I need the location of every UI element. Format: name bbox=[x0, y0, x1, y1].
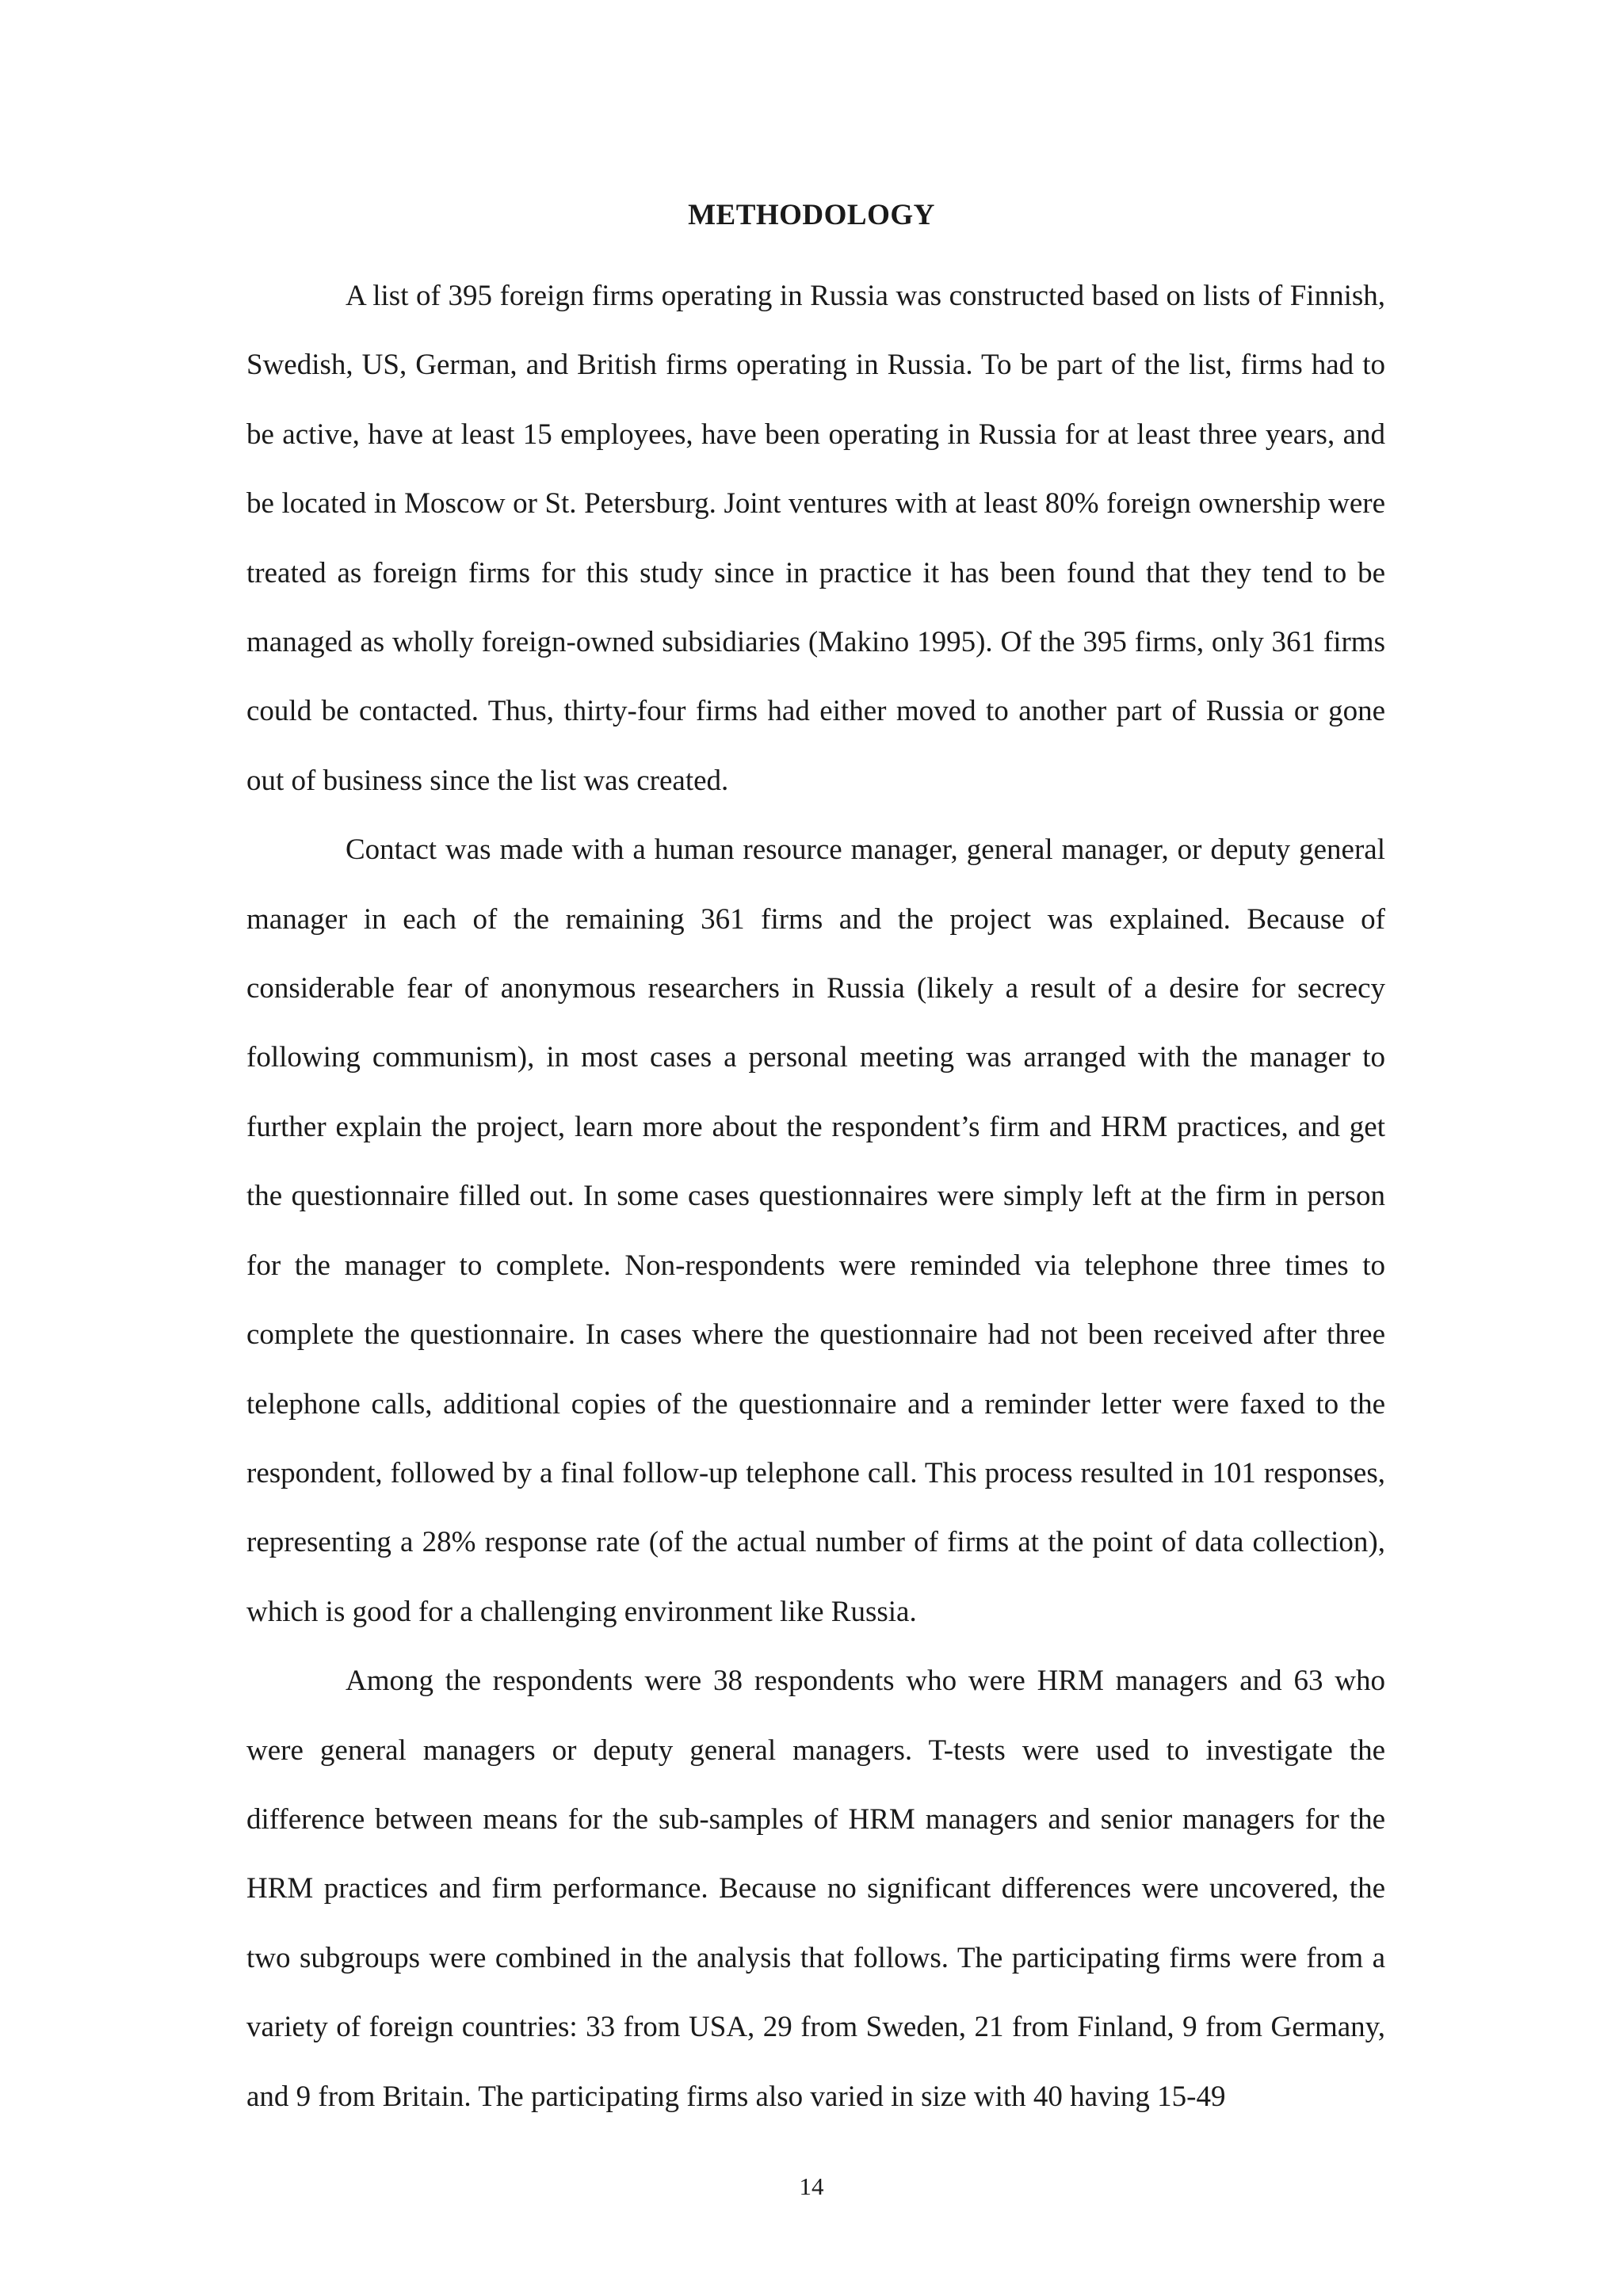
paragraph-respondents: Among the respondents were 38 respondents who were HRM managers and 63 who were general managers or deputy general managers. T-tests were used to investigate the difference between means for the sub-samples of HRM managers and senior managers for the HRM practices and firm performance. Because no significant differences were uncovered, the two subgroups were combined in the analysis that follows. The participating firms were from a variety of foreign countries: 33 from USA, 29 from Sweden, 21 from Finland, 9 from Germany, and 9 from Britain. The participating firms also varied in size with 40 having 15-49 bbox=[246, 1665, 1385, 2113]
section-heading: METHODOLOGY bbox=[688, 199, 935, 231]
paragraph-sample-construction: A list of 395 foreign firms operating in Russia was constructed based on lists of Finnish, Swedish, US, German, and British firms operating in Russia. To be part of the list, firms had to be active, have at least 15 employees, have been operating in Russia for at least three years, and be located in Moscow or St. Petersburg. Joint ventures with at least 80% foreign ownership were treated as foreign firms for this study since in practice it has been found that they tend to be managed as wholly foreign-owned subsidiaries (Makino 1995). Of the 395 firms, only 361 firms could be contacted. Thus, thirty-four firms had either moved to another part of Russia or gone out of business since the list was created. bbox=[246, 280, 1385, 797]
paragraph-data-collection: Contact was made with a human resource manager, general manager, or deputy general manager in each of the remaining 361 firms and the project was explained. Because of considerable fear of anonymous researchers in Russia (likely a result of a desire for secrecy following communism), in most cases a personal meeting was arranged with the manager to further explain the project, learn more about the respondent’s firm and HRM practices, and get the questionnaire filled out. In some cases questionnaires were simply left at the firm in person for the manager to complete. Non-respondents were reminded via telephone three times to complete the questionnaire. In cases where the questionnaire had not been received after three telephone calls, additional copies of the questionnaire and a reminder letter were faxed to the respondent, followed by a final follow-up telephone call. This process resulted in 101 responses, representing a 28% response rate (of the actual number of firms at the point of data collection), which is good for a challenging environment like Russia. bbox=[246, 833, 1385, 1628]
body-text bbox=[246, 261, 1385, 2131]
page-number: 14 bbox=[799, 2172, 824, 2200]
